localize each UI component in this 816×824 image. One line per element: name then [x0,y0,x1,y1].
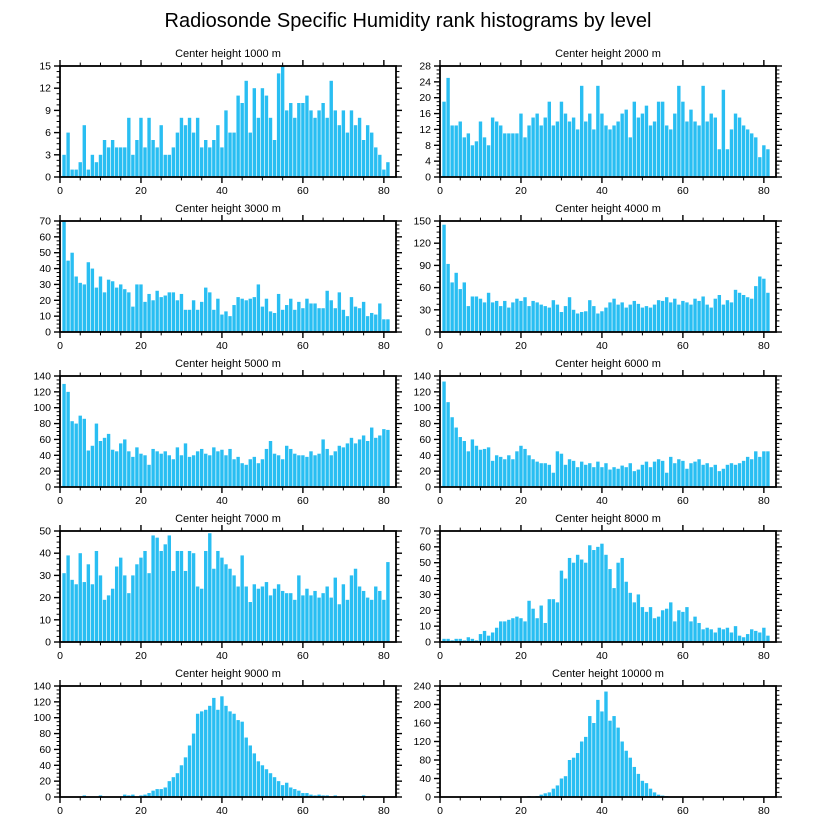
svg-text:0: 0 [437,185,443,197]
svg-text:80: 80 [378,650,390,662]
svg-text:50: 50 [39,525,51,538]
svg-text:80: 80 [378,185,390,197]
svg-text:20: 20 [419,604,431,617]
svg-text:0: 0 [45,481,51,494]
histogram-panel-10000m [388,666,788,821]
svg-text:60: 60 [39,743,51,756]
histogram-plot-6000m [388,356,788,511]
svg-text:160: 160 [413,717,431,730]
svg-text:140: 140 [413,370,431,383]
svg-text:40: 40 [596,650,608,662]
svg-text:40: 40 [419,773,431,785]
svg-text:100: 100 [413,402,431,415]
svg-text:80: 80 [378,805,390,817]
svg-text:60: 60 [297,340,309,352]
svg-text:0: 0 [57,650,63,662]
svg-text:20: 20 [135,185,147,197]
histogram-panel-2000m [388,46,788,201]
svg-text:30: 30 [419,588,431,601]
svg-text:0: 0 [425,326,431,339]
svg-text:0: 0 [425,481,431,494]
svg-text:0: 0 [437,340,443,352]
panel-title-4000m: Center height 4000 m [555,203,661,215]
svg-text:240: 240 [413,680,431,693]
main-title: Radiosonde Specific Humidity rank histograms by level [164,10,652,32]
panel-title-10000m: Center height 10000 m [552,668,664,680]
panel-title-7000m: Center height 7000 m [175,513,281,525]
svg-text:80: 80 [419,418,431,431]
svg-text:30: 30 [39,278,51,291]
svg-text:70: 70 [39,215,51,228]
svg-text:120: 120 [33,696,51,709]
svg-text:60: 60 [419,282,431,295]
panel-title-2000m: Center height 2000 m [555,48,661,60]
svg-text:6: 6 [45,127,51,140]
svg-text:12: 12 [419,123,431,136]
svg-text:24: 24 [419,76,431,89]
svg-text:40: 40 [39,547,51,560]
svg-text:20: 20 [515,340,527,352]
svg-text:80: 80 [39,418,51,431]
svg-text:9: 9 [45,104,51,117]
svg-text:80: 80 [758,805,770,817]
histogram-plot-7000m [8,511,408,666]
histogram-plot-9000m [8,666,408,821]
svg-text:120: 120 [413,237,431,250]
svg-text:0: 0 [57,495,63,507]
svg-text:40: 40 [596,495,608,507]
svg-text:20: 20 [39,775,51,788]
svg-text:80: 80 [758,185,770,197]
panel-title-3000m: Center height 3000 m [175,203,281,215]
svg-text:40: 40 [419,449,431,462]
svg-text:20: 20 [419,465,431,478]
svg-text:120: 120 [33,386,51,399]
panel-title-6000m: Center height 6000 m [555,358,661,370]
svg-text:4: 4 [425,155,431,168]
histogram-plot-2000m [388,46,788,201]
svg-text:20: 20 [515,495,527,507]
svg-text:150: 150 [413,215,431,228]
svg-text:80: 80 [378,495,390,507]
svg-text:40: 40 [596,805,608,817]
svg-text:120: 120 [413,386,431,399]
svg-text:12: 12 [39,82,51,95]
svg-text:20: 20 [515,805,527,817]
svg-text:15: 15 [39,60,51,73]
svg-text:40: 40 [39,263,51,276]
svg-text:0: 0 [425,791,431,804]
svg-text:20: 20 [135,650,147,662]
svg-text:140: 140 [33,680,51,693]
svg-text:60: 60 [419,541,431,554]
svg-text:8: 8 [425,139,431,152]
panel-title-8000m: Center height 8000 m [555,513,661,525]
svg-text:60: 60 [419,433,431,446]
svg-text:10: 10 [39,614,51,627]
svg-text:10: 10 [39,310,51,323]
histogram-panel-6000m [388,356,788,511]
histogram-panel-9000m [8,666,408,821]
svg-text:20: 20 [39,465,51,478]
svg-text:80: 80 [378,340,390,352]
svg-text:60: 60 [677,185,689,197]
svg-text:60: 60 [297,650,309,662]
panel-title-5000m: Center height 5000 m [175,358,281,370]
histogram-panel-7000m [8,511,408,666]
svg-text:40: 40 [39,449,51,462]
svg-text:140: 140 [33,370,51,383]
svg-text:20: 20 [39,592,51,605]
svg-text:80: 80 [419,754,431,767]
svg-text:0: 0 [57,340,63,352]
svg-text:0: 0 [437,805,443,817]
svg-text:40: 40 [596,185,608,197]
svg-text:60: 60 [39,231,51,244]
svg-text:0: 0 [45,171,51,184]
histogram-panel-3000m [8,201,408,356]
svg-text:60: 60 [297,805,309,817]
panel-title-9000m: Center height 9000 m [175,668,281,680]
svg-text:30: 30 [39,569,51,582]
svg-text:0: 0 [425,636,431,649]
svg-text:50: 50 [39,247,51,260]
svg-text:60: 60 [677,340,689,352]
svg-text:0: 0 [45,326,51,339]
svg-text:70: 70 [419,525,431,538]
svg-text:60: 60 [39,433,51,446]
svg-text:20: 20 [135,495,147,507]
svg-text:0: 0 [57,185,63,197]
svg-text:80: 80 [758,340,770,352]
panel-title-1000m: Center height 1000 m [175,48,281,60]
svg-text:20: 20 [515,185,527,197]
svg-text:40: 40 [419,573,431,586]
histogram-panel-1000m [8,46,408,201]
svg-text:120: 120 [413,736,431,748]
svg-text:90: 90 [419,259,431,272]
histogram-panel-8000m [388,511,788,666]
svg-text:0: 0 [45,791,51,804]
svg-text:0: 0 [437,495,443,507]
histogram-plot-5000m [8,356,408,511]
svg-text:60: 60 [297,495,309,507]
svg-text:28: 28 [419,60,431,73]
svg-text:40: 40 [596,340,608,352]
histogram-plot-1000m [8,46,408,201]
svg-text:60: 60 [677,650,689,662]
svg-text:0: 0 [45,636,51,649]
svg-text:3: 3 [45,149,51,162]
svg-text:20: 20 [135,340,147,352]
svg-text:40: 40 [216,340,228,352]
svg-text:20: 20 [515,650,527,662]
svg-text:200: 200 [413,699,431,711]
histogram-panel-4000m [388,201,788,356]
svg-text:0: 0 [57,805,63,817]
svg-text:20: 20 [419,92,431,105]
svg-text:100: 100 [33,712,51,725]
svg-text:80: 80 [758,495,770,507]
svg-text:0: 0 [425,171,431,184]
svg-text:16: 16 [419,108,431,121]
svg-text:80: 80 [758,650,770,662]
svg-text:60: 60 [297,185,309,197]
svg-text:20: 20 [39,294,51,307]
svg-text:40: 40 [216,650,228,662]
svg-text:100: 100 [33,402,51,415]
svg-text:0: 0 [437,650,443,662]
svg-text:60: 60 [677,805,689,817]
svg-text:40: 40 [216,185,228,197]
histogram-plot-10000m [388,666,788,821]
svg-text:40: 40 [216,495,228,507]
svg-text:50: 50 [419,557,431,570]
svg-text:20: 20 [135,805,147,817]
histogram-plot-3000m [8,201,408,356]
svg-text:30: 30 [419,304,431,317]
svg-text:60: 60 [677,495,689,507]
svg-text:40: 40 [216,805,228,817]
histogram-plot-8000m [388,511,788,666]
histogram-panel-5000m [8,356,408,511]
svg-text:40: 40 [39,759,51,772]
histogram-plot-4000m [388,201,788,356]
svg-text:80: 80 [39,728,51,741]
svg-text:10: 10 [419,620,431,633]
